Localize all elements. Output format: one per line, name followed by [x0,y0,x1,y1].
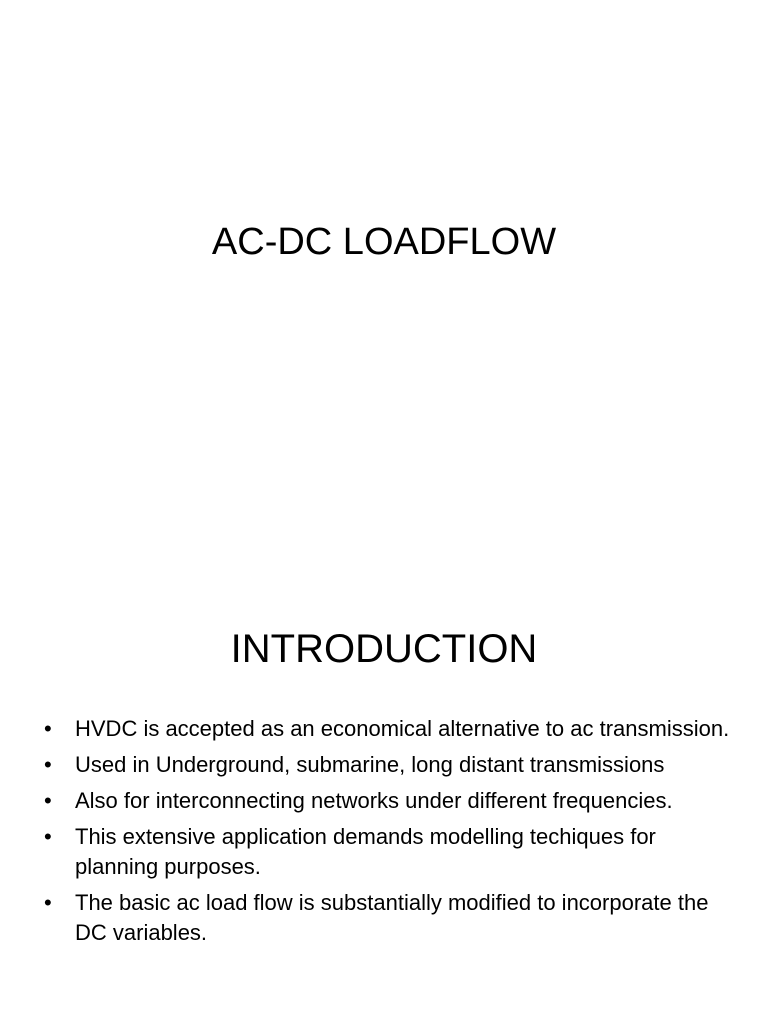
bullet-icon: • [44,752,52,777]
bullet-text: This extensive application demands modelling techiques for planning purposes. [75,824,656,879]
slide-heading: INTRODUCTION [230,627,538,671]
bullet-list [44,714,734,954]
bullet-icon: • [44,890,52,915]
bullet-text: Also for interconnecting networks under different frequencies. [75,788,673,813]
introduction-slide [0,576,768,1024]
bullet-icon: • [44,788,52,813]
bullet-text: The basic ac load flow is substantially modified to incorporate the DC variables. [75,890,709,945]
slide-title: AC-DC LOADFLOW [211,221,557,263]
bullet-text: Used in Underground, submarine, long distant transmissions [75,752,665,777]
list-item [44,786,734,816]
list-item [44,822,734,882]
bullet-icon: • [44,716,52,741]
bullet-icon: • [44,824,52,849]
list-item [44,714,734,744]
list-item [44,888,734,948]
list-item [44,750,734,780]
bullet-text: HVDC is accepted as an economical alternative to ac transmission. [75,716,730,741]
